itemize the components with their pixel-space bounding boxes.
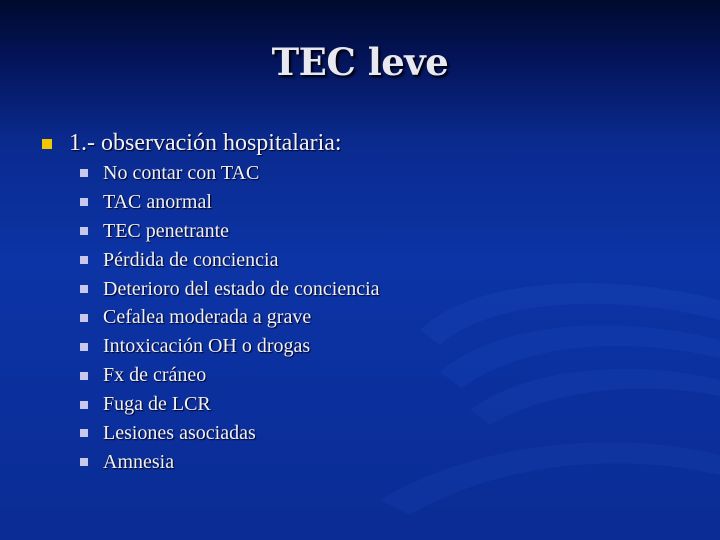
list-item xyxy=(80,419,380,448)
list-item-text: Lesiones asociadas xyxy=(103,421,256,444)
square-bullet-icon xyxy=(80,285,88,293)
list-item xyxy=(80,159,380,188)
bullet-text: 1.- observación hospitalaria: xyxy=(69,130,342,156)
list-item-text: Fx de cráneo xyxy=(103,364,207,387)
list-item-text: Fuga de LCR xyxy=(103,393,211,416)
square-bullet-icon xyxy=(80,458,88,466)
square-bullet-icon xyxy=(42,139,52,149)
bullet-observacion-hospitalaria xyxy=(42,130,342,157)
sub-bullet-list xyxy=(80,159,380,477)
square-bullet-icon xyxy=(80,429,88,437)
list-item-text: TEC penetrante xyxy=(103,219,230,242)
list-item-text: No contar con TAC xyxy=(103,161,260,184)
slide-title: TEC leve xyxy=(271,40,449,84)
list-item-text: TAC anormal xyxy=(103,190,212,213)
list-item xyxy=(80,390,380,419)
square-bullet-icon xyxy=(80,198,88,206)
list-item-text: Cefalea moderada a grave xyxy=(103,306,312,329)
list-item xyxy=(80,217,380,246)
square-bullet-icon xyxy=(80,372,88,380)
square-bullet-icon xyxy=(80,314,88,322)
list-item xyxy=(80,188,380,217)
list-item xyxy=(80,332,380,361)
list-item xyxy=(80,448,380,477)
list-item-text: Deterioro del estado de conciencia xyxy=(103,277,380,300)
list-item-text: Pérdida de conciencia xyxy=(103,248,279,271)
list-item xyxy=(80,361,380,390)
list-item xyxy=(80,303,380,332)
list-item-text: Amnesia xyxy=(103,450,175,473)
square-bullet-icon xyxy=(80,401,88,409)
square-bullet-icon xyxy=(80,227,88,235)
list-item-text: Intoxicación OH o drogas xyxy=(103,335,311,358)
list-item xyxy=(80,275,380,304)
list-item xyxy=(80,246,380,275)
square-bullet-icon xyxy=(80,169,88,177)
square-bullet-icon xyxy=(80,343,88,351)
square-bullet-icon xyxy=(80,256,88,264)
